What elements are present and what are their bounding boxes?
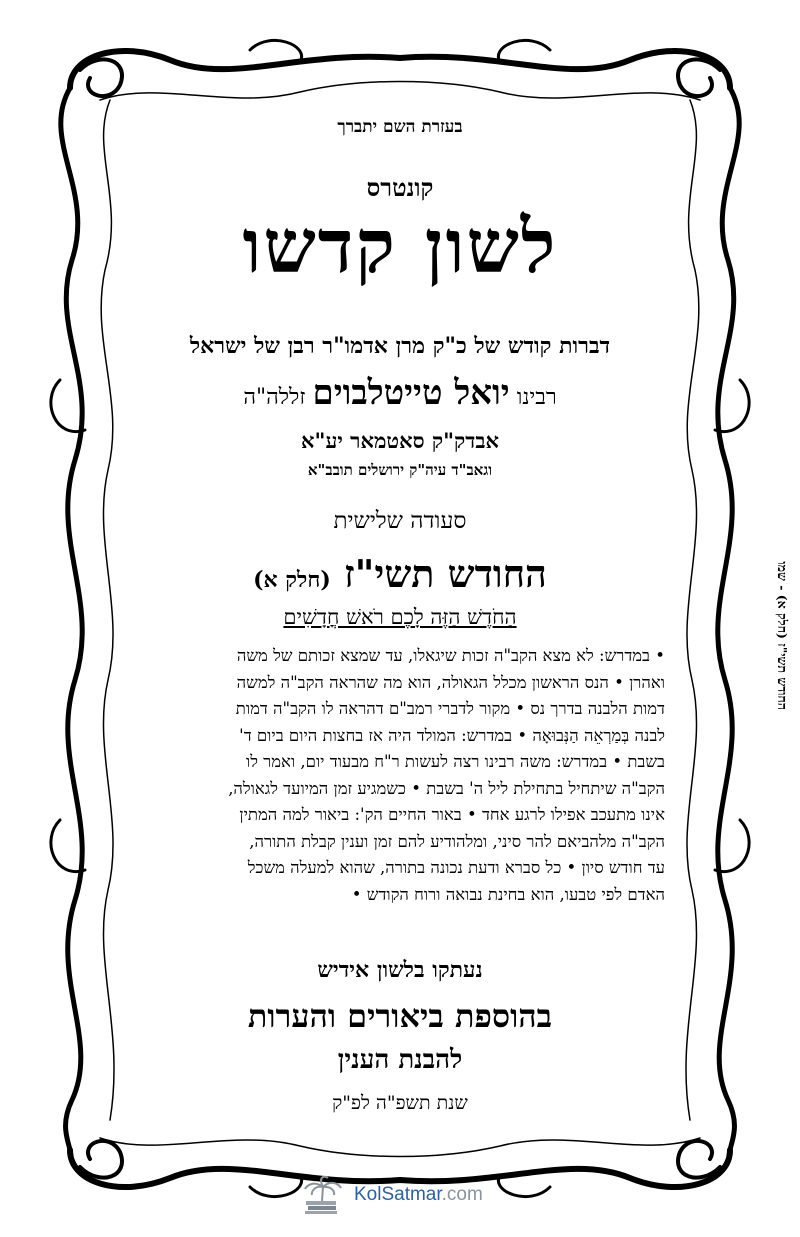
summary-line: • במדרש: לא מצא הקב"ה זכות שיגאלו, עד שמצא זכותם של משה xyxy=(236,646,665,665)
summary xyxy=(135,643,665,908)
yiddish-line-1: נעתקו בלשון אידיש xyxy=(317,957,483,983)
palm-tree-books-icon xyxy=(300,1175,346,1215)
yiddish-line-3: להבנת הענין xyxy=(337,1045,463,1075)
author-name: יואל טייטלבוים xyxy=(312,373,510,413)
yiddish-line-2: בהוספת ביאורים והערות xyxy=(247,997,553,1035)
summary-line: האדם לפי טבעו, הוא בחינת נבואה ורוח הקודש • xyxy=(351,884,665,904)
rabbi-title-1: אבדק"ק סאטמאר יע"א xyxy=(301,428,499,453)
kolsatmar-logo[interactable] xyxy=(300,1175,510,1215)
summary-line: לבנה בְּמַרְאֵה הַנְּבוּאָה • במדרש: המולד היה אז בחצות היום ביום ד' xyxy=(239,725,665,745)
parsha-name: החודש תשי"ז xyxy=(344,551,547,596)
meal-heading: סעודה שלישית xyxy=(333,508,467,534)
summary-line: ואהרן • הנס הראשון מכלל הגאולה, הוא מה שהראה הקב"ה למשה xyxy=(236,672,665,692)
spine-text: החודש תשי"ז (חלק א) - שמו xyxy=(775,561,790,710)
author-suffix: זללה"ה xyxy=(243,385,306,410)
pretitle: קונטרס xyxy=(366,173,434,202)
summary-line: הקב"ה שיתחיל בתחילת ליל ה' בשבת • כשמגיע זמן המיועד לגאולה, xyxy=(228,778,665,798)
author-line-2 xyxy=(135,373,665,413)
summary-line: עד חודש סיון • כל סברא ודעת נכונה בתורה, שהוא למעלה משכל xyxy=(247,858,665,877)
summary-line: הקב"ה מלהביאם להר סיני, ומלהודיע להם זמן וענין קבלת התורה, xyxy=(249,831,665,851)
author-line-1: דברות קודש של כ"ק מרן אדמו"ר רבן של ישראל xyxy=(189,333,611,359)
summary-line: אינו מתעכב אפילו לרגע אחד • באור החיים הק': ביאור למה המתין xyxy=(239,805,665,824)
rabbi-title-2: וגאב"ד עיה"ק ירושלים תובב"א xyxy=(307,461,493,479)
summary-line: בשבת • במדרש: משה רבינו רצה לעשות ר"ח מבעוד יום, ואמר לו xyxy=(245,752,665,771)
publication-year: שנת תשפ"ה לפ"ק xyxy=(332,1092,468,1114)
parsha-part: (חלק א) xyxy=(253,567,331,593)
parsha-heading xyxy=(135,551,665,597)
book-title: לשון קדשו xyxy=(242,204,558,290)
summary-line: דמות הלבנה בדרך נס • מקור לדברי רמב"ם דהראה לו הקב"ה דמות xyxy=(235,699,665,718)
verse: הַחֹדֶשׁ הַזֶּה לָכֶם רֹאשׁ חֳדָשִׁים xyxy=(283,605,517,629)
logo-text: KolSatmar.com xyxy=(354,1184,483,1205)
invocation: בעזרת השם יתברך xyxy=(337,117,463,137)
title-page xyxy=(135,95,665,1145)
author-prefix: רבינו xyxy=(516,385,557,410)
